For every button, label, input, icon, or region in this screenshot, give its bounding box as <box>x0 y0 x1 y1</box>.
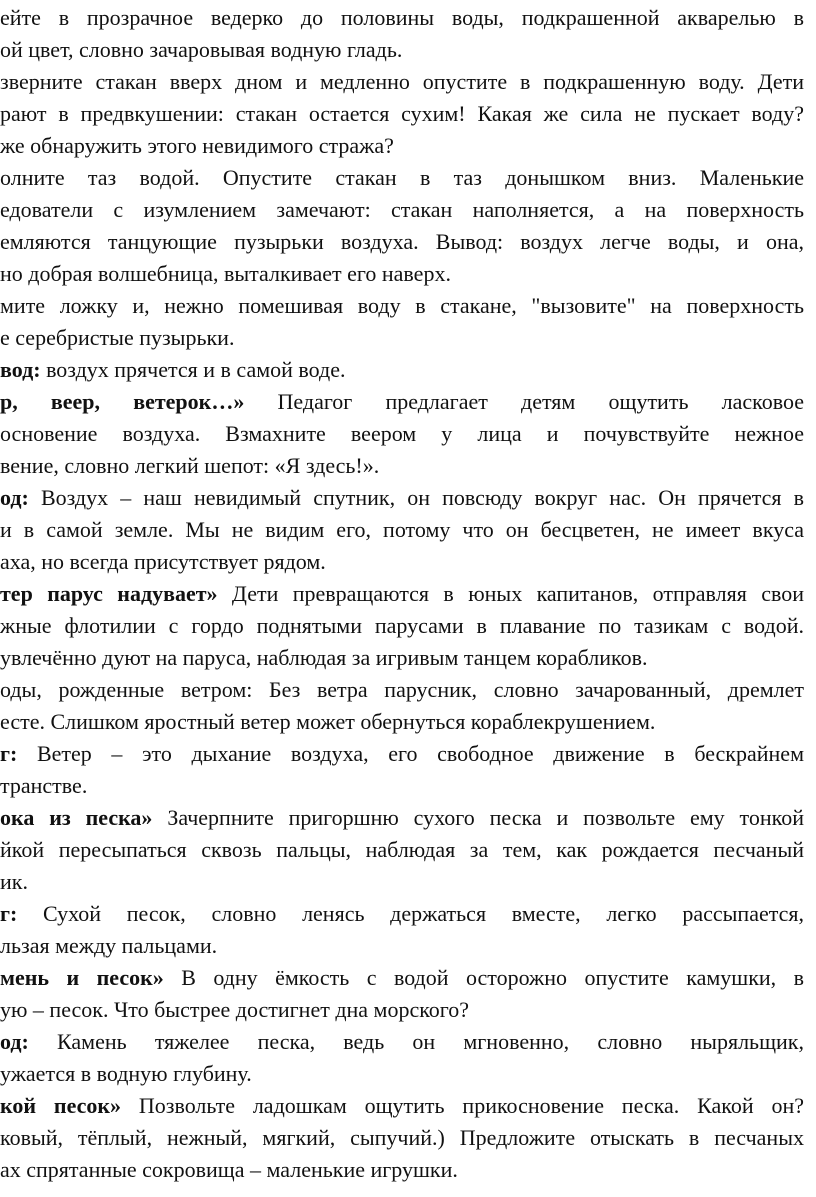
line-text: Зачерпните пригоршню сухого песка и позвольте ему тонкой <box>152 805 804 830</box>
text-line <box>0 66 804 98</box>
line-text: аха, но всегда присутствует рядом. <box>0 549 326 574</box>
text-line <box>0 514 804 546</box>
line-text: но добрая волшебница, выталкивает его наверх. <box>0 261 451 286</box>
line-text: рают в предвкушении: стакан остается сухим! Какая же сила не пускает воду? <box>0 101 804 126</box>
line-text: льзая между пальцами. <box>0 933 218 958</box>
text-line <box>0 578 804 610</box>
line-text: Позвольте ладошкам ощутить прикосновение песка. Какой он? <box>121 1093 804 1118</box>
line-text: Ветер – это дыхание воздуха, его свободное движение в бескрайнем <box>17 741 804 766</box>
line-text: Камень тяжелее песка, ведь он мгновенно, словно ныряльщик, <box>28 1029 804 1054</box>
text-line <box>0 642 804 674</box>
line-text: Дети превращаются в юных капитанов, отправляя свои <box>217 581 804 606</box>
text-line <box>0 1026 804 1058</box>
line-text: есте. Слишком яростный ветер может обернуться кораблекрушением. <box>0 709 656 734</box>
line-text: жные флотилии с гордо поднятыми парусами в плавание по тазикам с водой. <box>0 613 804 638</box>
line-text: олните таз водой. Опустите стакан в таз донышком вниз. Маленькие <box>0 165 804 190</box>
line-text: и в самой земле. Мы не видим его, потому что он бесцветен, не имеет вкуса <box>0 517 804 542</box>
text-line <box>0 962 804 994</box>
line-text: увлечённо дуют на паруса, наблюдая за игривым танцем корабликов. <box>0 645 648 670</box>
text-line <box>0 2 804 34</box>
text-line <box>0 130 804 162</box>
line-text: Сухой песок, словно ленясь держаться вместе, легко рассыпается, <box>17 901 804 926</box>
text-line <box>0 930 804 962</box>
text-line <box>0 482 804 514</box>
line-text: е серебристые пузырьки. <box>0 325 235 350</box>
text-line <box>0 1090 804 1122</box>
line-text: йкой пересыпаться сквозь пальцы, наблюдая за тем, как рождается песчаный <box>0 837 804 862</box>
text-line <box>0 898 804 930</box>
line-text: основение воздуха. Взмахните веером у лица и почувствуйте нежное <box>0 421 804 446</box>
bold-lead: г: <box>0 901 18 926</box>
line-text: воздух прячется и в самой воде. <box>40 357 346 382</box>
line-text: ковый, тёплый, нежный, мягкий, сыпучий.) Предложите отыскать в песчаных <box>0 1125 804 1150</box>
bold-lead: мень и песок» <box>0 965 164 990</box>
text-line <box>0 802 804 834</box>
line-text: ах спрятанные сокровища – маленькие игрушки. <box>0 1157 458 1182</box>
bold-lead: од: <box>0 485 29 510</box>
text-line <box>0 450 804 482</box>
bold-lead: г: <box>0 741 18 766</box>
line-text: транстве. <box>0 773 88 798</box>
line-text: Воздух – наш невидимый спутник, он повсюду вокруг нас. Он прячется в <box>28 485 804 510</box>
bold-lead: р, веер, ветерок…» <box>0 389 245 414</box>
bold-lead: вод: <box>0 357 41 382</box>
line-text: ейте в прозрачное ведерко до половины воды, подкрашенной акварелью в <box>0 5 804 30</box>
text-line <box>0 834 804 866</box>
text-line <box>0 610 804 642</box>
line-text: ик. <box>0 869 28 894</box>
line-text: Педагог предлагает детям ощутить ласковое <box>244 389 804 414</box>
text-line <box>0 1122 804 1154</box>
text-line <box>0 546 804 578</box>
text-line <box>0 226 804 258</box>
text-line <box>0 290 804 322</box>
text-line <box>0 1154 804 1186</box>
text-line <box>0 354 804 386</box>
line-text: емляются танцующие пузырьки воздуха. Вывод: воздух легче воды, и она, <box>0 229 804 254</box>
text-line <box>0 706 804 738</box>
line-text: оды, рожденные ветром: Без ветра парусник, словно зачарованный, дремлет <box>0 677 804 702</box>
bold-lead: ока из песка» <box>0 805 153 830</box>
line-text: мите ложку и, нежно помешивая воду в стакане, "вызовите" на поверхность <box>0 293 804 318</box>
text-line <box>0 994 804 1026</box>
text-line <box>0 322 804 354</box>
text-line <box>0 770 804 802</box>
line-text: зверните стакан вверх дном и медленно опустите в подкрашенную воду. Дети <box>0 69 804 94</box>
line-text: же обнаружить этого невидимого стража? <box>0 133 394 158</box>
bold-lead: од: <box>0 1029 29 1054</box>
text-line <box>0 162 804 194</box>
line-text: едователи с изумлением замечают: стакан наполняется, а на поверхность <box>0 197 804 222</box>
line-text: вение, словно легкий шепот: «Я здесь!». <box>0 453 380 478</box>
text-line <box>0 738 804 770</box>
text-line <box>0 34 804 66</box>
text-line <box>0 866 804 898</box>
bold-lead: кой песок» <box>0 1093 122 1118</box>
line-text: ужается в водную глубину. <box>0 1061 252 1086</box>
bold-lead: тер парус надувает» <box>0 581 218 606</box>
text-line <box>0 194 804 226</box>
text-line <box>0 674 804 706</box>
line-text: ой цвет, словно зачаровывая водную гладь. <box>0 37 403 62</box>
text-line <box>0 1058 804 1090</box>
text-line <box>0 98 804 130</box>
text-line <box>0 258 804 290</box>
text-line <box>0 418 804 450</box>
line-text: В одну ёмкость с водой осторожно опустите камушки, в <box>163 965 804 990</box>
text-line <box>0 386 804 418</box>
line-text: ую – песок. Что быстрее достигнет дна морского? <box>0 997 470 1022</box>
